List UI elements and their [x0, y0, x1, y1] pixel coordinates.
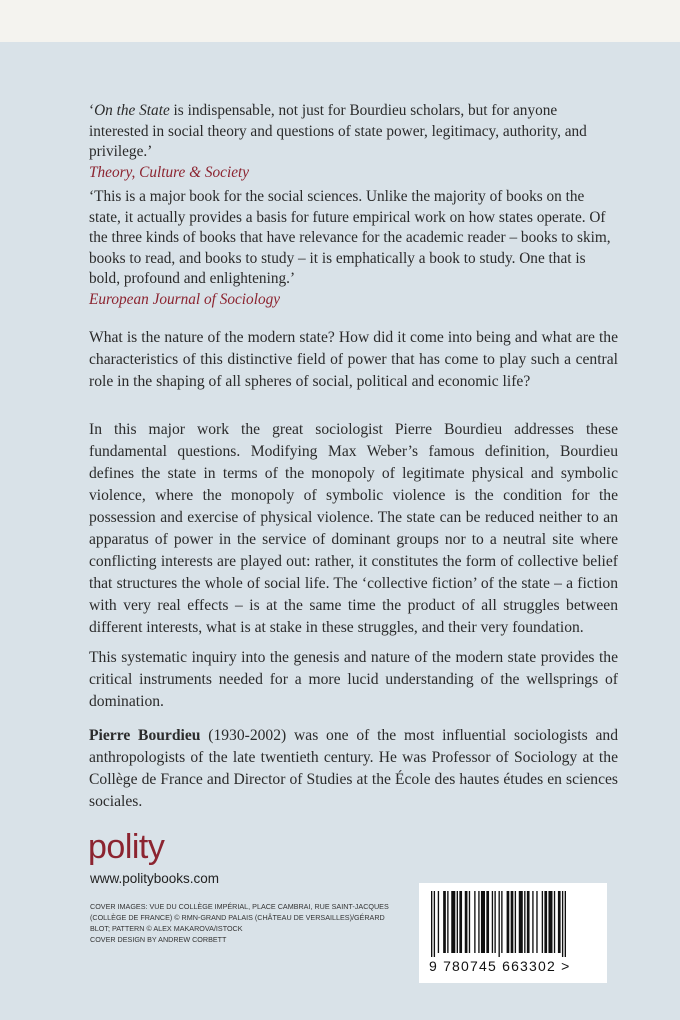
barcode-bar — [447, 891, 448, 953]
author-bio — [89, 725, 618, 813]
barcode-bar — [507, 891, 510, 953]
barcode-bar — [457, 891, 458, 953]
barcode-bar — [434, 891, 435, 957]
barcode-bar — [548, 891, 552, 953]
barcode-bar — [499, 891, 500, 957]
isbn-number: 9 780745 663302 > — [429, 958, 571, 974]
barcode-bar — [544, 891, 547, 953]
polity-logo: polity — [88, 828, 165, 866]
barcode-bar — [443, 891, 446, 953]
barcode-bar — [438, 891, 439, 953]
book-title-italic: On the State — [94, 102, 170, 119]
author-name: Pierre Bourdieu — [89, 727, 201, 744]
quote-text: is indispensable, not just for Bourdieu scholars, but for anyone interested in social theory and questions of state power, legitimacy, authority, and privilege.’ — [89, 102, 587, 161]
barcode-bars — [431, 891, 595, 957]
barcode-bar — [501, 891, 502, 953]
barcode-bar — [459, 891, 462, 953]
barcode-bar — [565, 891, 566, 957]
cover-design-credit: COVER DESIGN BY ANDREW CORBETT — [90, 935, 227, 944]
barcode-bar — [554, 891, 555, 953]
barcode-bar — [469, 891, 470, 953]
barcode-bar — [532, 891, 533, 953]
barcode-bar — [481, 891, 485, 953]
description-paragraph-2 — [89, 419, 618, 639]
review-quote-2 — [89, 187, 619, 311]
barcode-bar — [494, 891, 495, 953]
barcode-bar — [542, 891, 543, 953]
barcode-bar — [492, 891, 493, 953]
cover-credits — [90, 901, 395, 945]
publisher-website: www.politybooks.com — [90, 871, 220, 886]
barcode-bar — [527, 891, 530, 953]
paragraph-text: What is the nature of the modern state? How did it come into being and what are the characteristics of this distinctive field of power that has come to play such a central role in the shaping of all spheres of social, political and economic life? — [89, 329, 618, 390]
barcode-bar — [431, 891, 432, 957]
barcode — [419, 883, 607, 983]
barcode-bar — [478, 891, 479, 953]
barcode-bar — [486, 891, 489, 953]
barcode-bar — [511, 891, 514, 953]
cover-image-credit: COVER IMAGES: VUE DU COLLÈGE IMPÉRIAL, PLACE CAMBRAI, RUE SAINT-JACQUES (COLLÈGE DE FRANCE) © RMN-GRAND PALAIS (CHÂTEAU DE VERSAILLES)/GÉRARD BLOT; PATTERN © ALEX MAKAROVA/ISTOCK — [90, 902, 389, 933]
paragraph-text: This systematic inquiry into the genesis and nature of the modern state provides the critical instruments needed for a more lucid understanding of the wellsprings of domination. — [89, 649, 618, 710]
barcode-bar — [536, 891, 537, 953]
barcode-bar — [558, 891, 561, 953]
quote-source: European Journal of Sociology — [89, 290, 281, 308]
quote-source: Theory, Culture & Society — [89, 163, 250, 181]
quote-text: ‘This is a major book for the social sciences. Unlike the majority of books on the state, it actually provides a basis for future empirical work on how states operate. Of the three kinds of books that have relevance for the academic reader – books to skim, books to read, and books to study – it is emphatically a book to study. One that is bold, profound and enlightening.’ — [89, 188, 611, 288]
barcode-bar — [519, 891, 523, 953]
barcode-bar — [465, 891, 468, 953]
review-quote-1 — [89, 101, 619, 183]
barcode-bar — [474, 891, 475, 953]
description-paragraph-1 — [89, 327, 618, 393]
barcode-bar — [451, 891, 455, 953]
author-bio-text: (1930-2002) was one of the most influential sociologists and anthropologists of the late twentieth century. He was Professor of Sociology at the Collège de France and Director of Studies at the École des hautes études en sciences sociales. — [89, 727, 618, 810]
description-paragraph-3 — [89, 647, 618, 713]
quote-open-mark: ‘ — [89, 102, 95, 119]
barcode-bar — [515, 891, 516, 953]
barcode-bar — [524, 891, 525, 953]
paragraph-text: In this major work the great sociologist Pierre Bourdieu addresses these fundamental questions. Modifying Max Weber’s famous definition, Bourdieu defines the state in terms of the monopoly of legitimate physical and symbolic violence, where the monopoly of symbolic violence is the condition for the possession and exercise of physical violence. The state can be reduced neither to an apparatus of power in the service of dominant groups nor to a neutral site where conflicting interests are played out: rather, it constitutes the form of collective belief that structures the whole of social life. The ‘collective fiction’ of the state – a fiction with very real effects – is at the same time the product of all struggles between different interests, what is at stake in these struggles, and their very foundation. — [89, 421, 618, 636]
barcode-bar — [562, 891, 563, 957]
